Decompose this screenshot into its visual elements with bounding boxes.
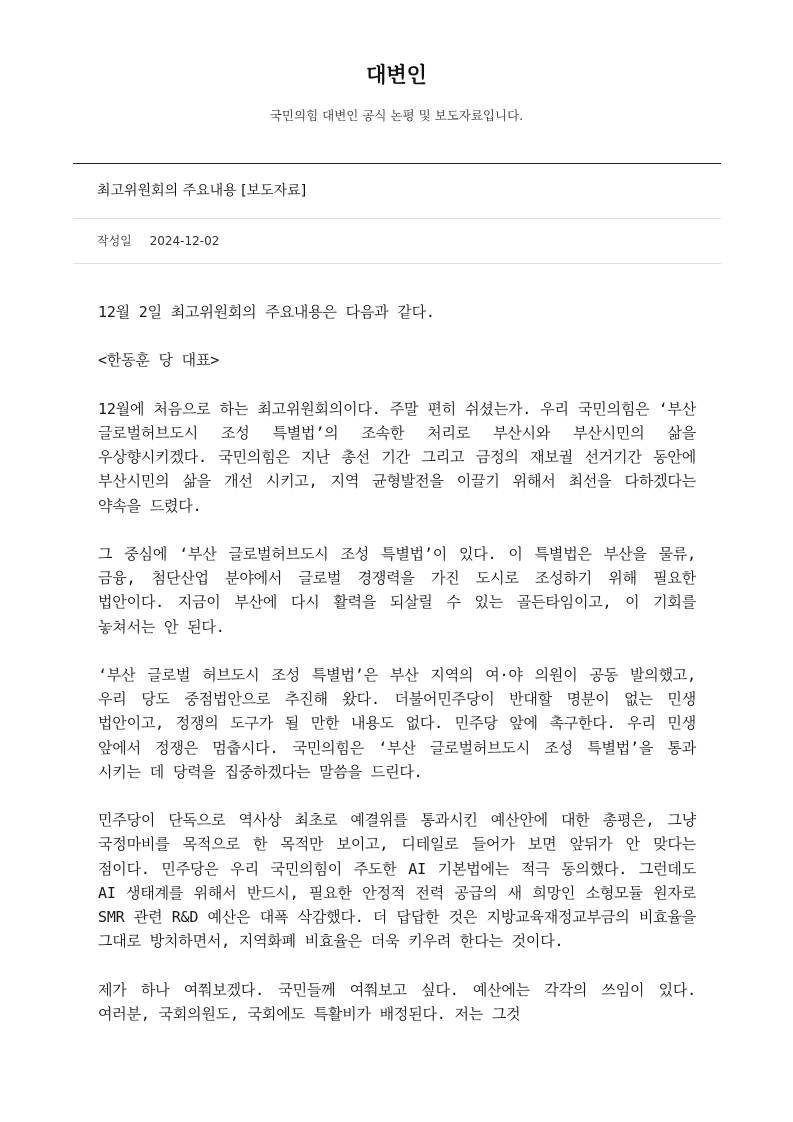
body-paragraph: 12월 2일 최고위원회의 주요내용은 다음과 같다. [98, 303, 435, 321]
date-label: 작성일 [97, 234, 132, 248]
body-paragraph: ‘부산 글로벌 허브도시 조성 특별법’은 부산 지역의 여·야 의원이 공동 발의했고, 우리 당도 중점법안으로 추진해 왔다. 더불어민주당이 반대할 명분이 없는 민생 법안이고, 정쟁의 도구가 될 만한 내용도 없다. 민주당 앞에 촉구한다. 우리 민생 앞에서 정쟁은 멈춥시다. 국민의힘은 ‘부산 글로벌허브도시 조성 특별법’을 통과 시키는 데 당력을 집중하겠다는 말씀을 드린다. [98, 665, 696, 781]
article-body [98, 300, 696, 1050]
site-description: 국민의힘 대변인 공식 논평 및 보도자료입니다. [269, 108, 524, 123]
body-paragraph: 제가 하나 여쭤보겠다. 국민들께 여쭤보고 싶다. 예산에는 각각의 쓰임이 있다. 여러분, 국회의원도, 국회에도 특활비가 배정된다. 저는 그것 [98, 980, 696, 1023]
body-paragraph: 그 중심에 ‘부산 글로벌허브도시 조성 특별법’이 있다. 이 특별법은 부산을 물류, 금융, 첨단산업 분야에서 글로벌 경쟁력을 가진 도시로 조성하기 위해 필요한 법안이다. 지금이 부산에 다시 활력을 되살릴 수 있는 골든타임이고, 이 기회를 놓쳐서는 안 된다. [98, 544, 696, 636]
article-meta [73, 219, 721, 264]
site-title: 대변인 [366, 63, 427, 87]
body-paragraph: <한동훈 당 대표> [98, 351, 220, 370]
article-title: 최고위원회의 주요내용 [보도자료] [73, 164, 721, 219]
article-date: 2024-12-02 [149, 234, 220, 248]
body-paragraph: 12월에 처음으로 하는 최고위원회의이다. 주말 편히 쉬셨는가. 우리 국민의힘은 ‘부산 글로벌허브도시 조성 특별법’의 조속한 처리로 부산시와 부산시민의 삶을 우상향시키겠다. 국민의힘은 지난 총선 기간 그리고 금정의 재보궐 선거기간 동안에 부산시민의 삶을 개선 시키고, 지역 균형발전을 이끌기 위해서 최선을 다하겠다는 약속을 드렸다. [98, 399, 696, 515]
body-paragraph: 민주당이 단독으로 역사상 최초로 예결위를 통과시킨 예산안에 대한 총평은, 그냥 국정마비를 목적으로 한 목적만 보이고, 디테일로 들어가 보면 앞뒤가 안 맞다는 점이다. 민주당은 우리 국민의힘이 주도한 AI 기본법에는 적극 동의했다. 그런데도 AI 생태계를 위해서 반드시, 필요한 안정적 전력 공급의 새 희망인 소형모듈 원자로 SMR 관련 R&D 예산은 대폭 삭감했다. 더 답답한 것은 지방교육재정교부금의 비효율을 그대로 방치하면서, 지역화폐 비효율은 더욱 키우려 한다는 것이다. [98, 811, 696, 951]
page-header [0, 0, 793, 125]
article-header [73, 163, 721, 264]
